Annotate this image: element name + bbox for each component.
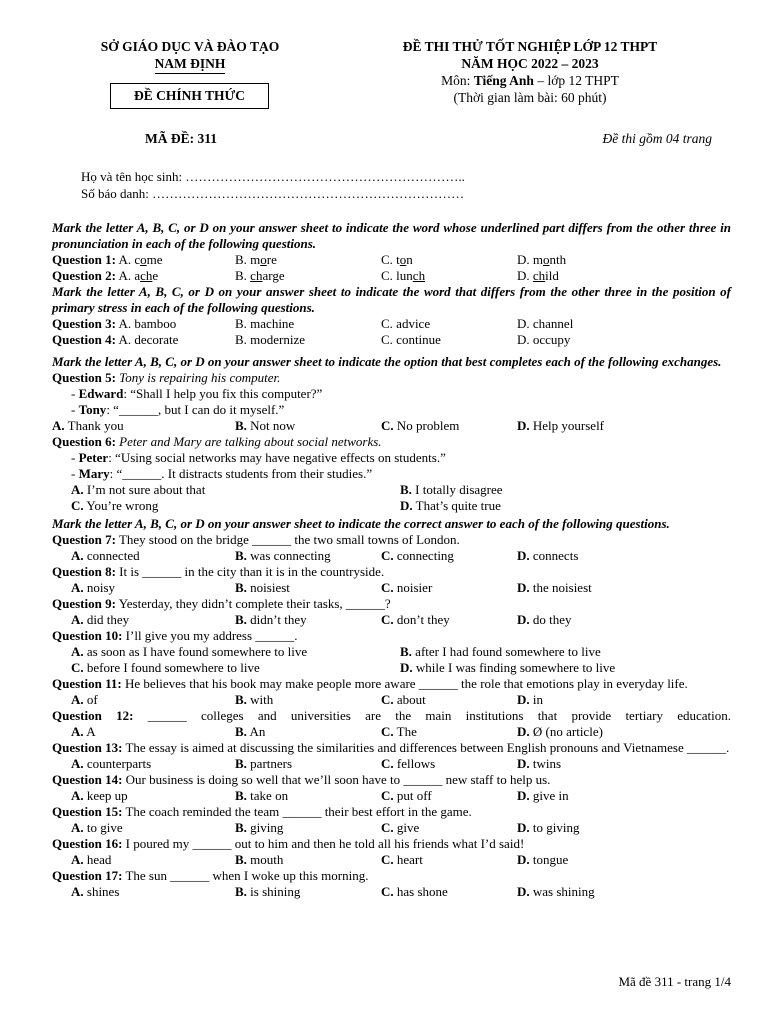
section2-instruction: Mark the letter A, B, C, or D on your answer sheet to indicate the word that differs from the other three in the position of primary stress in each of the following questions. [52,284,731,315]
question-9-stem: Question 9: Yesterday, they didn’t complete their tasks, ______? [52,596,391,611]
school-year: NĂM HỌC 2022 – 2023 [461,56,599,71]
question-3: Question 3: A. bamboo B. machine C. advice D. channel [52,316,574,331]
question-2: Question 2: A. ache B. charge C. lunch D. child [52,268,559,283]
section3-instruction: Mark the letter A, B, C, or D on your answer sheet to indicate the option that best completes each of the following exchanges. [52,354,722,369]
question-16-stem: Question 16: I poured my ______ out to him and then he told all his friends what I’d said! [52,836,525,851]
question-17-stem: Question 17: The sun ______ when I woke up this morning. [52,868,369,883]
questions-content [52,220,731,900]
question-15-options: A. to give B. giving C. give D. to giving [71,820,580,835]
student-id-line: Số báo danh: ……………………………………………………………… [81,186,465,201]
page-footer: Mã đề 311 - trang 1/4 [618,974,731,989]
question-11-stem: Question 11: He believes that his book may make people more aware ______ the role that emotions play in everyday life. [52,676,688,691]
student-name-line: Họ và tên học sinh: ……………………………………………………….. [81,169,465,184]
question-17-options: A. shines B. is shining C. has shone D. was shining [71,884,595,899]
question-6-options-cd: C. You’re wrong D. That’s quite true [71,498,501,513]
question-6-line2: - Mary: “______. It distracts students from their studies.” [71,466,373,481]
time-note: (Thời gian làm bài: 60 phút) [453,90,607,105]
question-1: Question 1: A. come B. more C. ton D. month [52,252,567,267]
question-12-stem: Question 12: ______ colleges and universities are the main institutions that provide tertiary education. [52,708,732,723]
subject-line: Môn: Tiếng Anh – lớp 12 THPT [441,73,619,88]
question-7-options: A. connected B. was connecting C. connecting D. connects [71,548,579,563]
question-9-options: A. did they B. didn’t they C. don’t they D. do they [71,612,572,627]
question-14-stem: Question 14: Our business is doing so well that we’ll soon have to ______ new staff to help us. [52,772,551,787]
question-6-stem: Question 6: Peter and Mary are talking about social networks. [52,434,382,449]
question-4: Question 4: A. decorate B. modernize C. continue D. occupy [52,332,571,347]
question-11-options: A. of B. with C. about D. in [71,692,544,707]
official-exam-box: ĐỀ CHÍNH THỨC [110,83,269,109]
question-6-options-ab: A. I’m not sure about that B. I totally disagree [71,482,503,497]
exam-code: MÃ ĐỀ: 311 [145,131,217,146]
section1-instruction: Mark the letter A, B, C, or D on your answer sheet to indicate the word whose underlined part differs from the other three in pronunciation in each of the following questions. [52,220,731,251]
question-12-options: A. A B. An C. The D. Ø (no article) [71,724,603,739]
department-name: SỞ GIÁO DỤC VÀ ĐÀO TẠO [100,39,280,54]
header-right [360,38,700,106]
question-10-options-cd: C. before I found somewhere to live D. while I was finding somewhere to live [71,660,616,675]
province-name: NAM ĐỊNH [155,55,226,74]
question-5-options: A. Thank you B. Not now C. No problem D. Help yourself [52,418,605,433]
question-8-stem: Question 8: It is ______ in the city than it is in the countryside. [52,564,385,579]
pages-note: Đề thi gồm 04 trang [602,131,712,146]
question-13-options: A. counterparts B. partners C. fellows D. twins [71,756,562,771]
question-7-stem: Question 7: They stood on the bridge ______ the two small towns of London. [52,532,460,547]
exam-title: ĐỀ THI THỬ TỐT NGHIỆP LỚP 12 THPT [402,39,658,54]
header-left [70,38,310,74]
question-14-options: A. keep up B. take on C. put off D. give in [71,788,569,803]
question-5-line2: - Tony: “______, but I can do it myself.” [71,402,285,417]
question-16-options: A. head B. mouth C. heart D. tongue [71,852,569,867]
question-8-options: A. noisy B. noisiest C. noisier D. the noisiest [71,580,592,595]
question-6-line1: - Peter: “Using social networks may have negative effects on students.” [71,450,446,465]
section4-instruction: Mark the letter A, B, C, or D on your answer sheet to indicate the correct answer to each of the following questions. [52,516,670,531]
question-10-options-ab: A. as soon as I have found somewhere to live B. after I had found somewhere to live [71,644,601,659]
question-15-stem: Question 15: The coach reminded the team ______ their best effort in the game. [52,804,472,819]
question-10-stem: Question 10: I’ll give you my address ______. [52,628,298,643]
question-5-line1: - Edward: “Shall I help you fix this computer?” [71,386,323,401]
question-5-stem: Question 5: Tony is repairing his computer. [52,370,281,385]
question-13-stem: Question 13: The essay is aimed at discussing the similarities and differences between English pronouns and Vietnamese ______. [52,740,730,755]
